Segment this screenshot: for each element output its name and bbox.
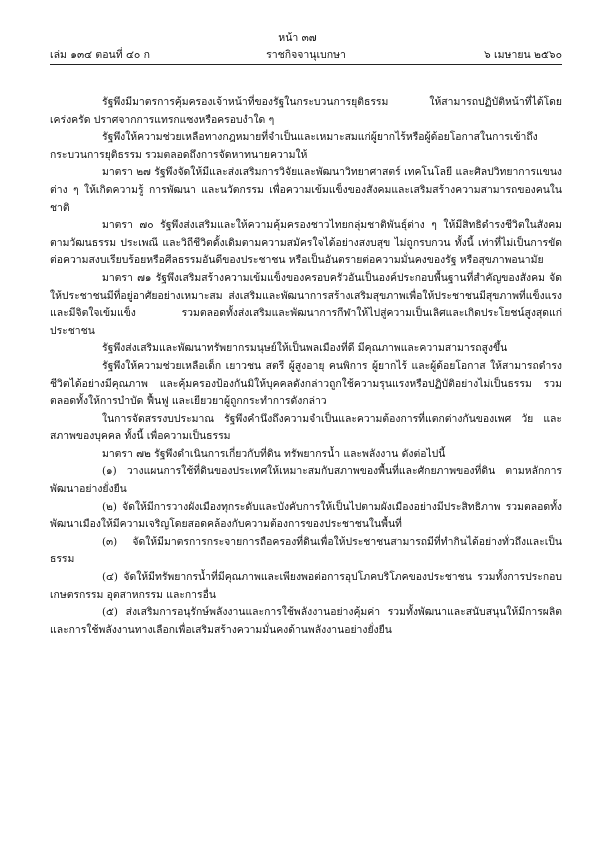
- paragraph: มาตรา ๗๐ รัฐพึงส่งเสริมและให้ความคุ้มครองชาวไทยกลุ่มชาติพันธุ์ต่าง ๆ ให้มีสิทธิดำรงชีวิตในสังคมตามวัฒนธรรม ประเพณี และวิถีชีวิตดั้งเดิมตามความสมัครใจได้อย่างสงบสุข ไม่ถูกรบกวน ทั้งนี้ เท่าที่ไม่เป็นการขัดต่อความสงบเรียบร้อยหรือศีลธรรมอันดีของประชาชน หรือเป็นอันตรายต่อความมั่นคงของรัฐ หรือสุขภาพอนามัย: [50, 219, 562, 267]
- running-header: [50, 46, 562, 62]
- paragraph: (๕) ส่งเสริมการอนุรักษ์พลังงานและการใช้พลังงานอย่างคุ้มค่า รวมทั้งพัฒนาและสนับสนุนให้มีการผลิตและการใช้พลังงานทางเลือกเพื่อเสริมสร้างความมั่นคงด้านพลังงานอย่างยั่งยืน: [50, 606, 562, 636]
- paragraph: มาตรา ๗๑ รัฐพึงเสริมสร้างความเข้มแข็งของครอบครัวอันเป็นองค์ประกอบพื้นฐานที่สำคัญของสังคม จัดให้ประชาชนมีที่อยู่อาศัยอย่างเหมาะสม ส่งเสริมและพัฒนาการสร้างเสริมสุขภาพเพื่อให้ประชาชนมีสุขภาพที่แข็งแรงและมีจิตใจเข้มแข็ง รวมตลอดทั้งส่งเสริมและพัฒนาการกีฬาให้ไปสู่ความเป็นเลิศและเกิดประโยชน์สูงสุดแก่ประชาชน: [50, 271, 562, 337]
- paragraph: มาตรา ๒๗ รัฐพึงจัดให้มีและส่งเสริมการวิจัยและพัฒนาวิทยาศาสตร์ เทคโนโลยี และศิลปวิทยาการแขนงต่าง ๆ ให้เกิดความรู้ การพัฒนา และนวัตกรรม เพื่อความเข้มแข็งของสังคมและเสริมสร้างความสามารถของคนในชาติ: [50, 166, 562, 214]
- paragraph: รัฐพึงส่งเสริมและพัฒนาทรัพยากรมนุษย์ให้เป็นพลเมืองที่ดี มีคุณภาพและความสามารถสูงขึ้น: [102, 342, 508, 355]
- page-number: หน้า ๓๗: [278, 32, 317, 44]
- paragraph: รัฐพึงให้ความช่วยเหลือเด็ก เยาวชน สตรี ผู้สูงอายุ คนพิการ ผู้ยากไร้ และผู้ด้อยโอกาส ให้สามารถดำรงชีวิตได้อย่างมีคุณภาพ และคุ้มครองป้องกันมิให้บุคคลดังกล่าวถูกใช้ความรุนแรงหรือปฏิบัติอย่างไม่เป็นธรรม รวมตลอดทั้งให้การบำบัด ฟื้นฟู และเยียวยาผู้ถูกกระทำการดังกล่าว: [50, 359, 562, 408]
- paragraph: (๒) จัดให้มีการวางผังเมืองทุกระดับและบังคับการให้เป็นไปตามผังเมืองอย่างมีประสิทธิภาพ รวมตลอดทั้งพัฒนาเมืองให้มีความเจริญโดยสอดคล้องกับความต้องการของประชาชนในพื้นที่: [50, 500, 562, 531]
- issue-info: เล่ม ๑๓๔ ตอนที่ ๔๐ ก: [50, 49, 151, 61]
- publication-date: ๖ เมษายน ๒๕๖๐: [484, 49, 562, 61]
- document-body: [50, 94, 562, 639]
- paragraph: ในการจัดสรรงบประมาณ รัฐพึงคำนึงถึงความจำเป็นและความต้องการที่แตกต่างกันของเพศ วัย และสภาพของบุคคล ทั้งนี้ เพื่อความเป็นธรรม: [50, 412, 562, 443]
- header-divider: [50, 64, 562, 65]
- paragraph: รัฐพึงมีมาตรการคุ้มครองเจ้าหน้าที่ของรัฐในกระบวนการยุติธรรม ให้สามารถปฏิบัติหน้าที่ได้โดยเคร่งครัด ปราศจากการแทรกแซงหรือครอบงำใด ๆ: [50, 96, 562, 126]
- paragraph: (๑) วางแผนการใช้ที่ดินของประเทศให้เหมาะสมกับสภาพของพื้นที่และศักยภาพของที่ดิน ตามหลักการพัฒนาอย่างยั่งยืน: [50, 465, 562, 496]
- paragraph: มาตรา ๗๒ รัฐพึงดำเนินการเกี่ยวกับที่ดิน ทรัพยากรน้ำ และพลังงาน ดังต่อไปนี้: [102, 447, 446, 460]
- paragraph: (๔) จัดให้มีทรัพยากรน้ำที่มีคุณภาพและเพียงพอต่อการอุปโภคบริโภคของประชาชน รวมทั้งการประกอบเกษตรกรรม อุตสาหกรรม และการอื่น: [50, 571, 562, 601]
- paragraph: รัฐพึงให้ความช่วยเหลือทางกฎหมายที่จำเป็นและเหมาะสมแก่ผู้ยากไร้หรือผู้ด้อยโอกาสในการเข้าถึงกระบวนการยุติธรรม รวมตลอดถึงการจัดหาทนายความให้: [50, 131, 538, 161]
- gazette-title: ราชกิจจานุเบกษา: [266, 49, 346, 61]
- paragraph: (๓) จัดให้มีมาตรการกระจายการถือครองที่ดินเพื่อให้ประชาชนสามารถมีที่ทำกินได้อย่างทั่วถึงและเป็นธรรม: [50, 535, 562, 566]
